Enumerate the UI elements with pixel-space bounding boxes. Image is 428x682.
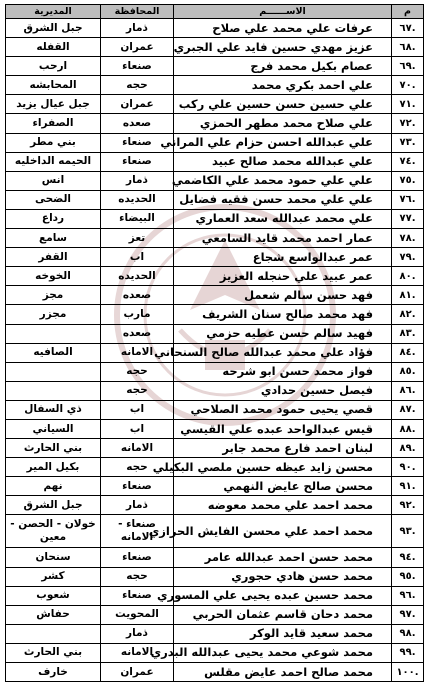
- table-row: [6, 381, 424, 400]
- row-governorate: حجه: [101, 381, 174, 400]
- row-number: .٧٥: [392, 171, 424, 190]
- row-district: انس: [6, 171, 101, 190]
- row-name: عمار احمد محمد قايد السامعي: [174, 229, 392, 248]
- row-district: مجز: [6, 286, 101, 305]
- table-row: [6, 439, 424, 458]
- row-governorate: حجه: [101, 362, 174, 381]
- row-governorate: الامانه: [101, 643, 174, 662]
- row-district: [6, 381, 101, 400]
- row-governorate: مارب: [101, 305, 174, 324]
- table-row: [6, 548, 424, 567]
- table-row: [6, 57, 424, 76]
- row-name: علي علي حمود محمد علي الكاضمي: [174, 171, 392, 190]
- row-number: .٨٣: [392, 324, 424, 343]
- row-number: .٩٩: [392, 643, 424, 662]
- row-name: علي عبدالله محمد صالح عبيد: [174, 152, 392, 171]
- row-district: خارف: [6, 663, 101, 682]
- row-name: محمد دحان قاسم عثمان الحربي: [174, 605, 392, 624]
- row-number: .٦٩: [392, 57, 424, 76]
- row-district: سامع: [6, 229, 101, 248]
- row-number: .٩١: [392, 477, 424, 496]
- table-row: [6, 624, 424, 643]
- table-row: [6, 133, 424, 152]
- row-name: علي صلاح محمد مطهر الحمزي: [174, 114, 392, 133]
- row-governorate: الحديده: [101, 267, 174, 286]
- row-name: عصام بكيل محمد فرج: [174, 57, 392, 76]
- row-number: .٩٥: [392, 567, 424, 586]
- table-row: [6, 400, 424, 419]
- table-row: [6, 496, 424, 515]
- row-district: سنحان: [6, 548, 101, 567]
- row-number: .٧٦: [392, 190, 424, 209]
- row-name: علي محمد عبدالله سعد العماري: [174, 209, 392, 228]
- header-district: المديرية: [6, 5, 101, 19]
- row-district: بني مطر: [6, 133, 101, 152]
- table-row: [6, 38, 424, 57]
- row-name: محمد سعيد قايد الوكر: [174, 624, 392, 643]
- table-row: [6, 95, 424, 114]
- table-row: [6, 643, 424, 662]
- row-number: .٩٤: [392, 548, 424, 567]
- row-name: لبنان احمد فارع محمد جابر: [174, 439, 392, 458]
- table-row: [6, 515, 424, 548]
- row-governorate: صعده: [101, 324, 174, 343]
- row-number: .٩٨: [392, 624, 424, 643]
- row-governorate: ذمار: [101, 19, 174, 38]
- row-number: .٩٦: [392, 586, 424, 605]
- table-row: [6, 343, 424, 362]
- row-name: فهيد سالم حسن عطيه حزمي: [174, 324, 392, 343]
- names-table: [5, 4, 424, 682]
- row-district: الصافيه: [6, 343, 101, 362]
- table-row: [6, 419, 424, 438]
- row-number: .٧٣: [392, 133, 424, 152]
- row-name: عزيز مهدي حسين فايد علي الجبري: [174, 38, 392, 57]
- row-name: محمد حسن احمد عبدالله عامر: [174, 548, 392, 567]
- row-district: جبل الشرق: [6, 19, 101, 38]
- row-district: جبل عيال يزيد: [6, 95, 101, 114]
- table-row: [6, 209, 424, 228]
- row-governorate: الحديده: [101, 190, 174, 209]
- row-governorate: حجه: [101, 76, 174, 95]
- row-district: [6, 362, 101, 381]
- row-governorate: المحويت: [101, 605, 174, 624]
- row-district: الحيمه الداخليه: [6, 152, 101, 171]
- row-number: .٩٢: [392, 496, 424, 515]
- row-district: جبل الشرق: [6, 496, 101, 515]
- row-number: .٨٤: [392, 343, 424, 362]
- table-row: [6, 76, 424, 95]
- row-district: ارحب: [6, 57, 101, 76]
- row-name: محمد احمد علي محسن الفايش الحرازي: [174, 515, 392, 548]
- row-number: .٩٧: [392, 605, 424, 624]
- table-row: [6, 267, 424, 286]
- row-district: مجزر: [6, 305, 101, 324]
- header-name: الاســــــم: [174, 5, 392, 19]
- row-number: .١٠٠: [392, 663, 424, 682]
- row-name: محمد شوعي محمد يحيى عبدالله البدري: [174, 643, 392, 662]
- row-district: السياني: [6, 419, 101, 438]
- row-district: نهم: [6, 477, 101, 496]
- row-governorate: اب: [101, 419, 174, 438]
- table-row: [6, 248, 424, 267]
- row-governorate: صنعاء: [101, 548, 174, 567]
- row-district: الضحى: [6, 190, 101, 209]
- row-governorate: صعده: [101, 114, 174, 133]
- row-number: .٨٩: [392, 439, 424, 458]
- row-number: .٨٨: [392, 419, 424, 438]
- row-name: محسن زايد عيظه حسين ملصي البكيلي: [174, 458, 392, 477]
- table-row: [6, 286, 424, 305]
- header-number: م: [392, 5, 424, 19]
- row-name: محمد حسن هادي حجوري: [174, 567, 392, 586]
- row-governorate: صنعاء: [101, 477, 174, 496]
- row-district: حفاش: [6, 605, 101, 624]
- row-number: .٨٦: [392, 381, 424, 400]
- row-number: .٦٧: [392, 19, 424, 38]
- row-district: خولان - الحصن - معين: [6, 515, 101, 548]
- row-number: .٦٨: [392, 38, 424, 57]
- row-number: .٨١: [392, 286, 424, 305]
- row-number: .٧٤: [392, 152, 424, 171]
- table-row: [6, 663, 424, 682]
- row-governorate: حجه: [101, 567, 174, 586]
- row-governorate: البيضاء: [101, 209, 174, 228]
- row-district: شعوب: [6, 586, 101, 605]
- row-governorate: صنعاء: [101, 586, 174, 605]
- row-governorate: اب: [101, 248, 174, 267]
- row-name: فهد حسن سالم شعمل: [174, 286, 392, 305]
- row-name: محمد احمد علي محمد معوضه: [174, 496, 392, 515]
- row-district: بكيل المير: [6, 458, 101, 477]
- row-district: ذي السفال: [6, 400, 101, 419]
- row-name: عمر عبدالواسع شجاع: [174, 248, 392, 267]
- table-row: [6, 567, 424, 586]
- row-number: .٧٨: [392, 229, 424, 248]
- row-name: علي حسين حسن حسين علي ركب: [174, 95, 392, 114]
- row-district: القفله: [6, 38, 101, 57]
- row-governorate: صنعاء: [101, 133, 174, 152]
- row-governorate: عمران: [101, 663, 174, 682]
- row-number: .٧٧: [392, 209, 424, 228]
- row-governorate: عمران: [101, 38, 174, 57]
- row-governorate: ذمار: [101, 171, 174, 190]
- table-row: [6, 586, 424, 605]
- row-governorate: ذمار: [101, 624, 174, 643]
- row-name: عمر عبيد علي حنجله العزيز: [174, 267, 392, 286]
- row-number: .٩٠: [392, 458, 424, 477]
- row-name: علي علي محمد حسن فقيه فضايل: [174, 190, 392, 209]
- row-governorate: اب: [101, 400, 174, 419]
- row-number: .٧٠: [392, 76, 424, 95]
- table-row: [6, 458, 424, 477]
- row-name: فؤاد علي محمد عبدالله صالح السنحاني: [174, 343, 392, 362]
- table-row: [6, 152, 424, 171]
- row-governorate: صنعاء: [101, 152, 174, 171]
- row-number: .٩٣: [392, 515, 424, 548]
- row-governorate: حجه: [101, 458, 174, 477]
- row-district: الصفراء: [6, 114, 101, 133]
- row-number: .٧٢: [392, 114, 424, 133]
- row-district: [6, 324, 101, 343]
- row-number: .٧٩: [392, 248, 424, 267]
- row-name: فيصل حسين حدادي: [174, 381, 392, 400]
- table-row: [6, 362, 424, 381]
- row-governorate: الامانه: [101, 343, 174, 362]
- table-body: [6, 19, 424, 682]
- table-row: [6, 190, 424, 209]
- row-governorate: صنعاء - الامانه: [101, 515, 174, 548]
- table-row: [6, 171, 424, 190]
- row-name: قصي يحيى حمود محمد الصلاحي: [174, 400, 392, 419]
- table-row: [6, 229, 424, 248]
- table-row: [6, 605, 424, 624]
- row-number: .٨٥: [392, 362, 424, 381]
- row-number: .٨٢: [392, 305, 424, 324]
- row-district: الخوخه: [6, 267, 101, 286]
- table-row: [6, 114, 424, 133]
- row-name: فهد محمد صالح سنان الشريف: [174, 305, 392, 324]
- row-name: فواز محمد حسن ابو شرحه: [174, 362, 392, 381]
- row-number: .٨٧: [392, 400, 424, 419]
- row-district: كشر: [6, 567, 101, 586]
- row-name: محمد صالح احمد عايض مقلس: [174, 663, 392, 682]
- table-row: [6, 19, 424, 38]
- row-name: محمد حسين عبده يحيى علي المسوري: [174, 586, 392, 605]
- row-governorate: الامانه: [101, 439, 174, 458]
- row-name: محسن صالح عايض النهمي: [174, 477, 392, 496]
- row-district: [6, 624, 101, 643]
- row-governorate: ذمار: [101, 496, 174, 515]
- header-governorate: المحافظة: [101, 5, 174, 19]
- table-header-row: [6, 5, 424, 19]
- row-governorate: عمران: [101, 95, 174, 114]
- row-name: علي عبدالله احسن حزام علي المراني: [174, 133, 392, 152]
- row-name: قيس عبدالواحد عبده علي القيسي: [174, 419, 392, 438]
- row-district: القفر: [6, 248, 101, 267]
- row-district: رداع: [6, 209, 101, 228]
- table-row: [6, 324, 424, 343]
- row-number: .٨٠: [392, 267, 424, 286]
- row-name: علي احمد بكري محمد: [174, 76, 392, 95]
- row-number: .٧١: [392, 95, 424, 114]
- row-district: المحابشه: [6, 76, 101, 95]
- row-governorate: تعز: [101, 229, 174, 248]
- row-governorate: صعده: [101, 286, 174, 305]
- row-name: عرفات علي محمد علي صلاح: [174, 19, 392, 38]
- row-governorate: صنعاء: [101, 57, 174, 76]
- row-district: بني الحارث: [6, 643, 101, 662]
- table-row: [6, 305, 424, 324]
- row-district: بني الحارث: [6, 439, 101, 458]
- table-row: [6, 477, 424, 496]
